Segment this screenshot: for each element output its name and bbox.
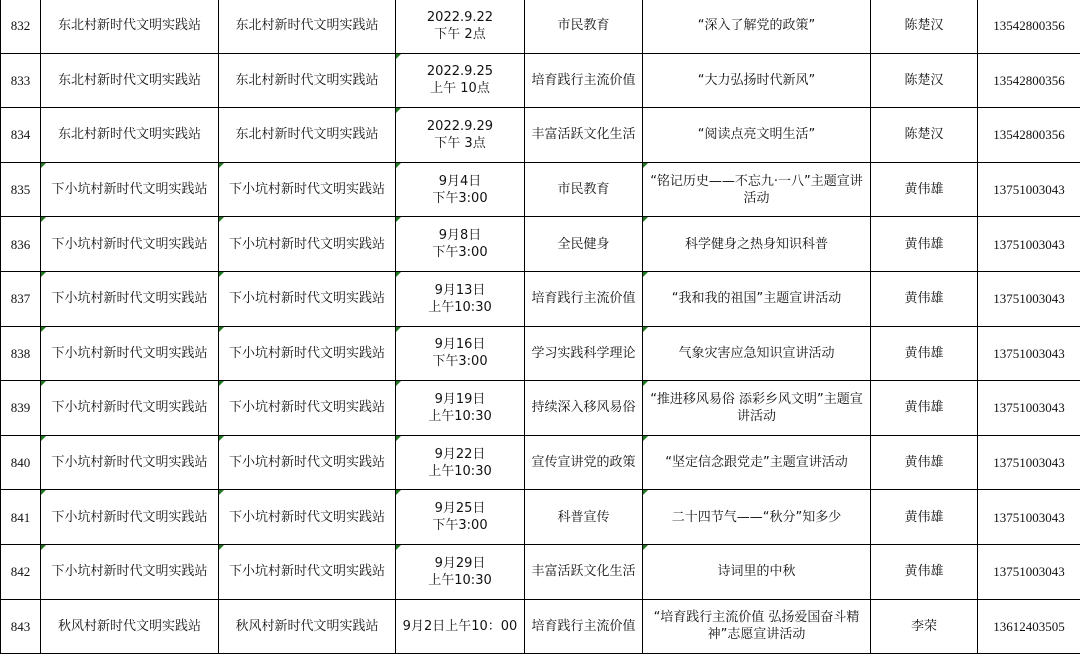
station-name-secondary: 下小坑村新时代文明实践站 [219,544,396,599]
time-line: 下午 3点 [434,135,486,151]
contact-phone: 13751003043 [978,544,1080,599]
date-line: 2022.9.29 [426,118,494,134]
station-name: 东北村新时代文明实践站 [41,53,219,108]
table-row [1,381,1080,436]
time-line: 下午3:00 [432,354,488,370]
activity-topic: “我和我的祖国”主题宣讲活动 [643,271,871,326]
table-row [1,271,1080,326]
contact-person: 黄伟雄 [871,217,978,272]
time-line: 下午3:00 [432,245,488,261]
activity-topic: “培育践行主流价值 弘扬爱国奋斗精神”志愿宣讲活动 [643,599,871,654]
activity-topic: “深入了解党的政策” [643,0,871,53]
contact-phone: 13751003043 [978,162,1080,217]
activity-topic: “阅读点亮文明生活” [643,108,871,163]
time-line: 上午10:30 [428,299,492,315]
table-row [1,217,1080,272]
activity-time [396,271,525,326]
activity-topic: “铭记历史——不忘九·一八”主题宣讲活动 [643,162,871,217]
table-row [1,544,1080,599]
table-row [1,162,1080,217]
activity-category: 市民教育 [525,162,643,217]
row-number: 839 [1,381,41,436]
station-name: 下小坑村新时代文明实践站 [41,326,219,381]
row-number: 837 [1,271,41,326]
activity-time [396,326,525,381]
row-number: 832 [1,0,41,53]
activity-time [396,435,525,490]
activity-category: 全民健身 [525,217,643,272]
station-name-secondary: 下小坑村新时代文明实践站 [219,326,396,381]
station-name: 东北村新时代文明实践站 [41,108,219,163]
station-name: 下小坑村新时代文明实践站 [41,217,219,272]
station-name-secondary: 下小坑村新时代文明实践站 [219,162,396,217]
station-name-secondary: 下小坑村新时代文明实践站 [219,381,396,436]
activity-topic: “推进移风易俗 添彩乡风文明”主题宣讲活动 [643,381,871,436]
station-name: 下小坑村新时代文明实践站 [41,544,219,599]
activity-time [396,162,525,217]
contact-phone: 13612403505 [978,599,1080,654]
time-line: 下午 2点 [434,26,486,42]
time-line: 上午10:30 [428,463,492,479]
date-line: 9月19日 [434,391,486,407]
contact-person: 黄伟雄 [871,271,978,326]
activity-category: 培育践行主流价值 [525,271,643,326]
contact-person: 黄伟雄 [871,326,978,381]
date-line: 2022.9.25 [426,64,494,80]
contact-person: 陈楚汉 [871,108,978,163]
station-name: 下小坑村新时代文明实践站 [41,381,219,436]
activity-topic: 科学健身之热身知识科普 [643,217,871,272]
activity-category: 学习实践科学理论 [525,326,643,381]
date-line: 2022.9.22 [426,9,494,25]
row-number: 841 [1,490,41,545]
activity-topic: 气象灾害应急知识宣讲活动 [643,326,871,381]
contact-person: 黄伟雄 [871,435,978,490]
contact-phone: 13542800356 [978,0,1080,53]
activity-time [396,0,525,53]
table-row [1,108,1080,163]
station-name-secondary: 秋风村新时代文明实践站 [219,599,396,654]
row-number: 840 [1,435,41,490]
activity-topic: 诗词里的中秋 [643,544,871,599]
table-row [1,490,1080,545]
station-name: 下小坑村新时代文明实践站 [41,162,219,217]
station-name-secondary: 东北村新时代文明实践站 [219,108,396,163]
activity-time [396,599,525,654]
date-line: 9月22日 [434,446,486,462]
time-line: 上午10:30 [428,572,492,588]
contact-person: 黄伟雄 [871,490,978,545]
row-number: 834 [1,108,41,163]
activity-category: 持续深入移风易俗 [525,381,643,436]
station-name: 下小坑村新时代文明实践站 [41,271,219,326]
activity-category: 培育践行主流价值 [525,599,643,654]
time-line: 上午 10点 [430,81,490,97]
station-name-secondary: 下小坑村新时代文明实践站 [219,217,396,272]
row-number: 833 [1,53,41,108]
station-name-secondary: 东北村新时代文明实践站 [219,53,396,108]
table-row [1,435,1080,490]
contact-phone: 13542800356 [978,108,1080,163]
station-name-secondary: 下小坑村新时代文明实践站 [219,271,396,326]
time-line: 下午3:00 [432,190,488,206]
table-row [1,53,1080,108]
activity-category: 宣传宣讲党的政策 [525,435,643,490]
contact-person: 陈楚汉 [871,0,978,53]
activity-category: 丰富活跃文化生活 [525,544,643,599]
activity-time [396,217,525,272]
date-line: 9月29日 [434,555,486,571]
row-number: 843 [1,599,41,654]
activity-time [396,490,525,545]
activity-time [396,53,525,108]
contact-phone: 13751003043 [978,381,1080,436]
station-name: 秋风村新时代文明实践站 [41,599,219,654]
date-line: 9月2日上午10：00 [402,618,518,634]
contact-phone: 13751003043 [978,326,1080,381]
activity-topic: 二十四节气——“秋分”知多少 [643,490,871,545]
contact-phone: 13542800356 [978,53,1080,108]
contact-person: 黄伟雄 [871,162,978,217]
activity-category: 科普宣传 [525,490,643,545]
contact-person: 李荣 [871,599,978,654]
table-row [1,0,1080,53]
row-number: 842 [1,544,41,599]
station-name-secondary: 下小坑村新时代文明实践站 [219,435,396,490]
row-number: 836 [1,217,41,272]
station-name: 下小坑村新时代文明实践站 [41,490,219,545]
time-line: 下午3:00 [432,518,488,534]
activity-time [396,381,525,436]
contact-phone: 13751003043 [978,490,1080,545]
date-line: 9月13日 [434,282,486,298]
contact-phone: 13751003043 [978,217,1080,272]
contact-person: 黄伟雄 [871,381,978,436]
row-number: 838 [1,326,41,381]
date-line: 9月16日 [434,337,486,353]
station-name: 下小坑村新时代文明实践站 [41,435,219,490]
table-row [1,326,1080,381]
activity-category: 市民教育 [525,0,643,53]
activity-topic: “坚定信念跟党走”主题宣讲活动 [643,435,871,490]
contact-phone: 13751003043 [978,435,1080,490]
activity-time [396,544,525,599]
activity-category: 培育践行主流价值 [525,53,643,108]
station-name: 东北村新时代文明实践站 [41,0,219,53]
contact-phone: 13751003043 [978,271,1080,326]
table-row [1,599,1080,654]
date-line: 9月8日 [438,228,482,244]
activity-topic: “大力弘扬时代新风” [643,53,871,108]
date-line: 9月25日 [434,501,486,517]
activity-category: 丰富活跃文化生活 [525,108,643,163]
time-line: 上午10:30 [428,408,492,424]
date-line: 9月4日 [438,173,482,189]
table-body [1,0,1080,654]
activity-time [396,108,525,163]
row-number: 835 [1,162,41,217]
station-name-secondary: 下小坑村新时代文明实践站 [219,490,396,545]
contact-person: 黄伟雄 [871,544,978,599]
contact-person: 陈楚汉 [871,53,978,108]
station-name-secondary: 东北村新时代文明实践站 [219,0,396,53]
